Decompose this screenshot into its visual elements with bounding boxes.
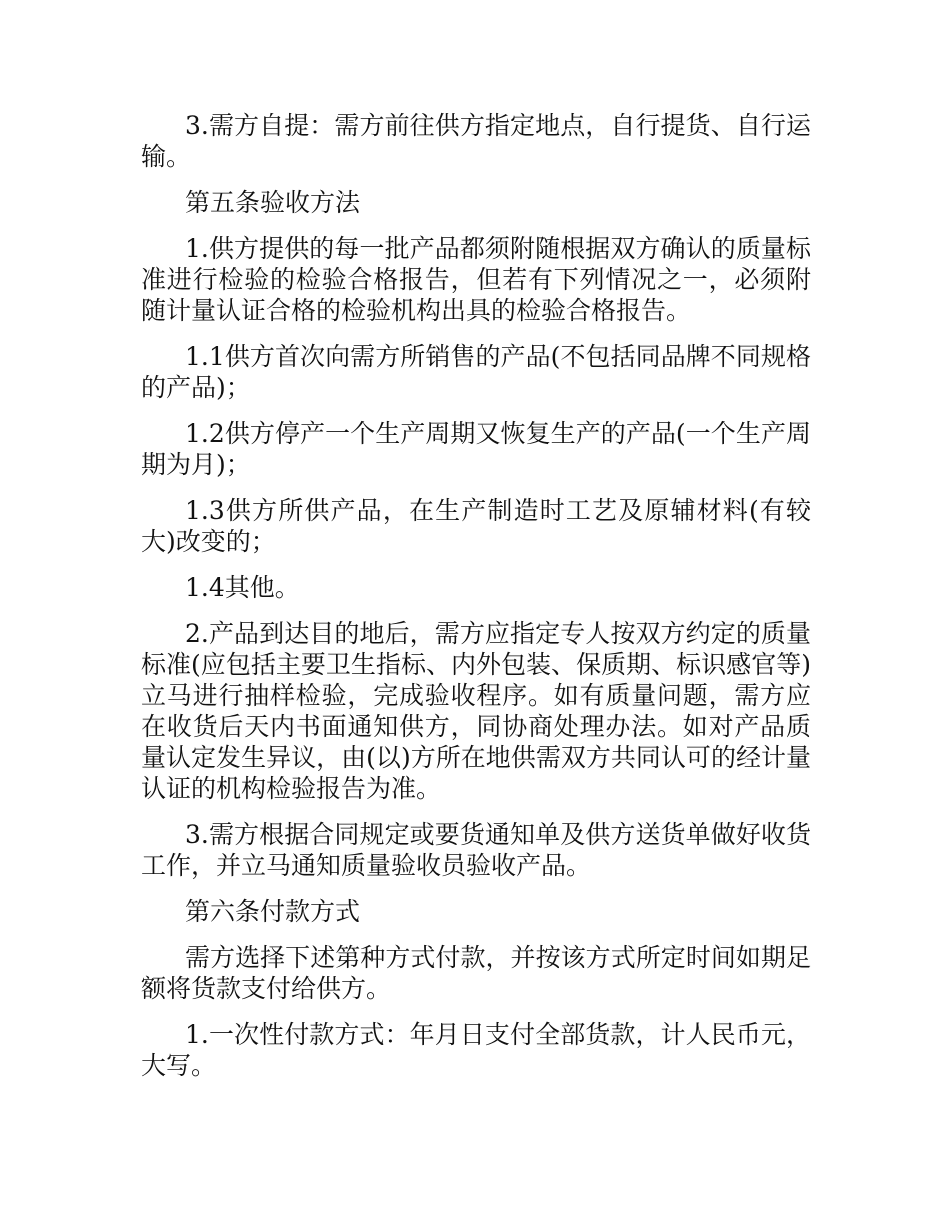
- paragraph-arrival-inspection: 2.产品到达目的地后，需方应指定专人按双方约定的质量标准(应包括主要卫生指标、内外包装、保质期、标识感官等)立马进行抽样检验，完成验收程序。如有质量问题，需方应在收货后天内书面通知供方，同协商处理办法。如对产品质量认定发生异议，由(以)方所在地供需双方共同认可的经计量认证的机构检验报告为准。: [141, 619, 811, 803]
- paragraph-other: 1.4其他。: [185, 573, 300, 602]
- paragraph-production-resume: 1.2供方停产一个生产周期又恢复生产的产品(一个生产周期为月)；: [141, 419, 811, 479]
- paragraph-process-change: 1.3供方所供产品，在生产制造时工艺及原辅材料(有较大)改变的；: [141, 496, 811, 556]
- heading-article-5-acceptance: 第五条验收方法: [185, 188, 361, 217]
- paragraph-receiving-work: 3.需方根据合同规定或要货通知单及供方送货单做好收货工作，并立马通知质量验收员验收产品。: [141, 820, 811, 880]
- heading-article-6-payment: 第六条付款方式: [185, 897, 361, 926]
- paragraph-first-sale: 1.1供方首次向需方所销售的产品(不包括同品牌不同规格的产品)；: [141, 342, 811, 402]
- paragraph-self-pickup: 3.需方自提：需方前往供方指定地点，自行提货、自行运输。: [141, 111, 811, 171]
- paragraph-lump-sum-payment: 1.一次性付款方式：年月日支付全部货款，计人民币元，大写。: [141, 1020, 811, 1080]
- paragraph-inspection-report: 1.供方提供的每一批产品都须附随根据双方确认的质量标准进行检验的检验合格报告，但若有下列情况之一，必须附随计量认证合格的检验机构出具的检验合格报告。: [141, 234, 811, 325]
- document-body: [141, 110, 811, 1096]
- paragraph-payment-choice: 需方选择下述第种方式付款，并按该方式所定时间如期足额将货款支付给供方。: [141, 943, 811, 1003]
